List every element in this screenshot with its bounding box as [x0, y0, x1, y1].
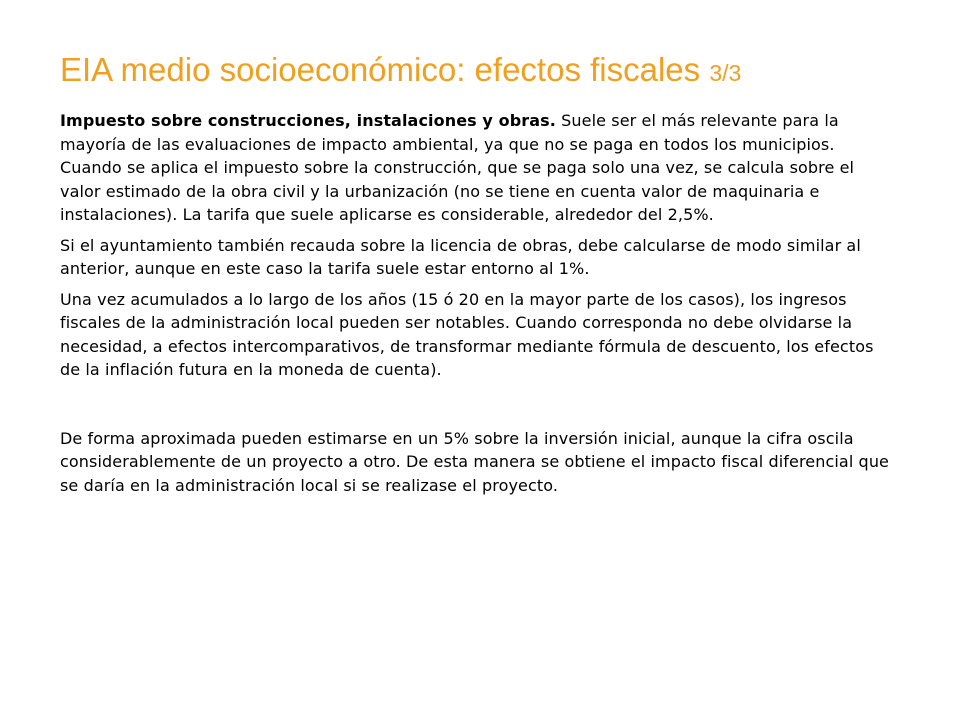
paragraph-accumulated-revenue: Una vez acumulados a lo largo de los años (15 ó 20 en la mayor parte de los casos), los ingresos fiscales de la administración local pueden ser notables. Cuando corresponda no debe olvidarse la necesidad, a efectos intercomparativos, de transformar mediante fórmula de descuento, los efectos de la inflación futura en la moneda de cuenta). [60, 289, 874, 379]
page-indicator: 3/3 [709, 60, 742, 86]
paragraph-construction-tax [60, 109, 890, 227]
paragraph-text: Suele ser el más relevante para la mayoría de las evaluaciones de impacto ambiental, ya que no se paga en todos los municipios. Cuando se aplica el impuesto sobre la construcción, que se paga solo una vez, se calcula sobre el valor estimado de la obra civil y la urbanización (no se tiene en cuenta valor de maquinaria e instalaciones). La tarifa que suele aplicarse es considerable, alrededor del 2,5%. [60, 111, 855, 224]
paragraph-lead-heading: Impuesto sobre construcciones, instalaciones y obras. [60, 111, 556, 130]
paragraph-approximate-estimate: De forma aproximada pueden estimarse en un 5% sobre la inversión inicial, aunque la cifra oscila considerablemente de un proyecto a otro. De esta manera se obtiene el impacto fiscal diferencial que se daría en la administración local si se realizase el proyecto. [60, 428, 889, 495]
slide-body [60, 109, 890, 504]
paragraph-works-license: Si el ayuntamiento también recauda sobre la licencia de obras, debe calcularse de modo similar al anterior, aunque en este caso la tarifa suele estar entorno al 1%. [60, 235, 861, 278]
slide-title [60, 48, 741, 95]
slide-title-text: EIA medio socioeconómico: efectos fiscales [60, 51, 701, 88]
